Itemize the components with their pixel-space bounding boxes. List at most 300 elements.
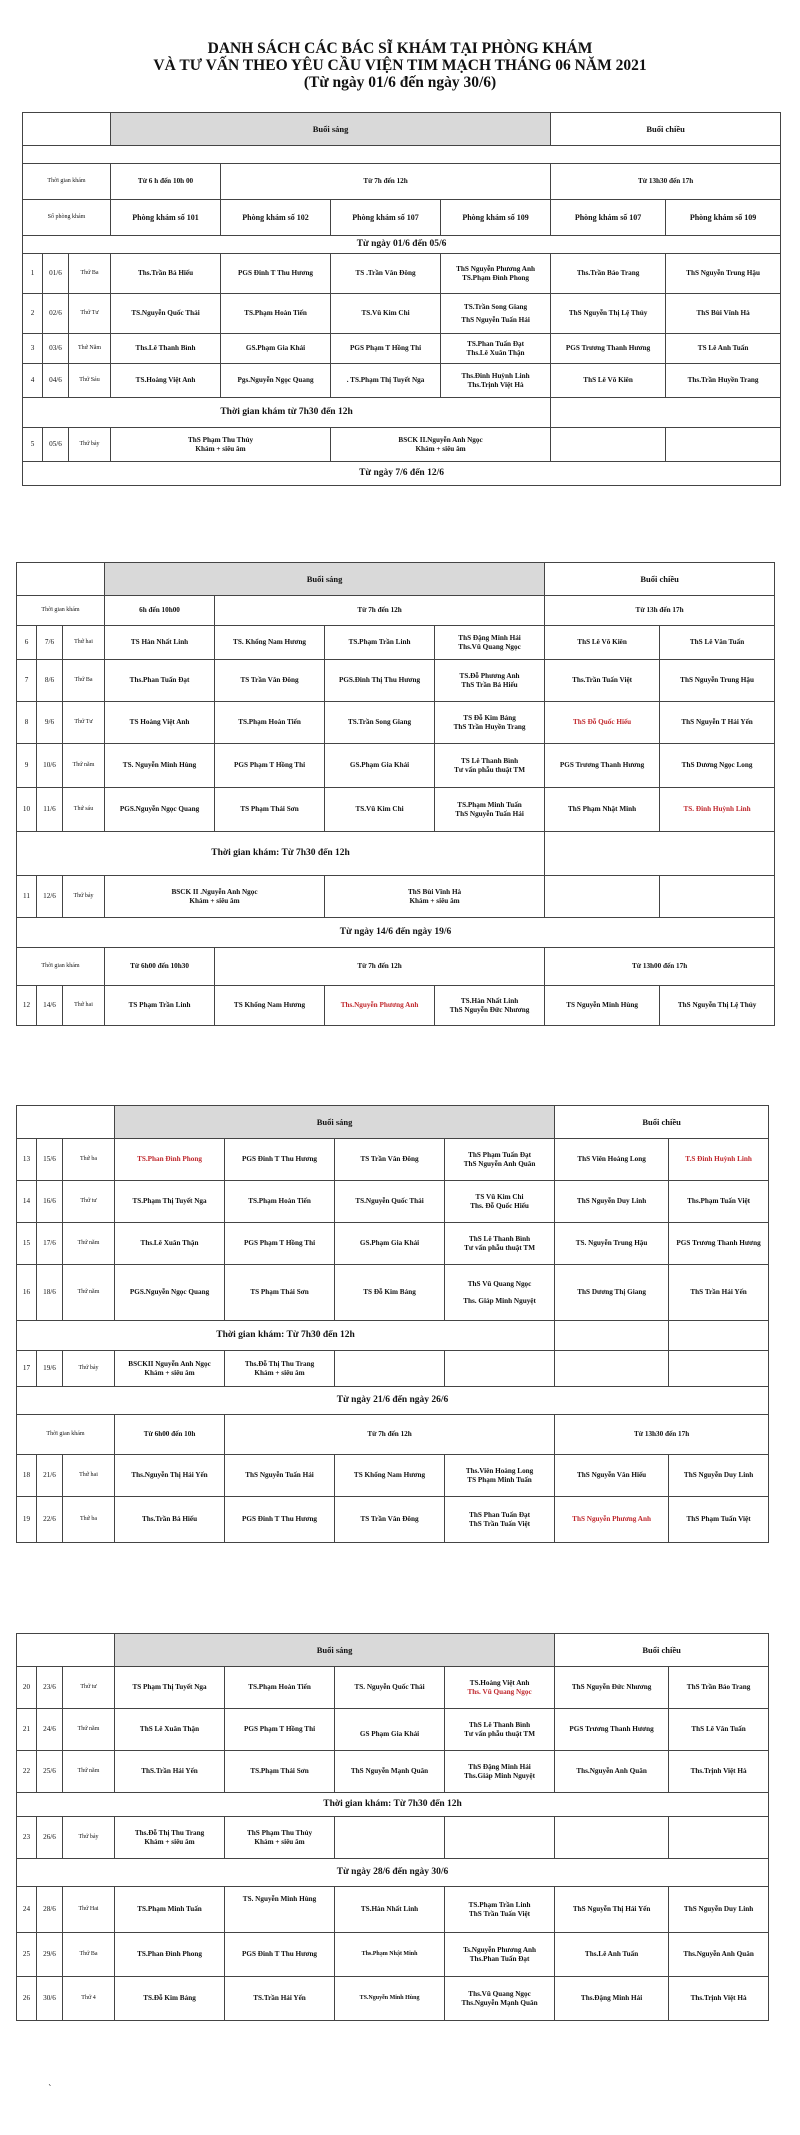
doctor: ThS Trần Bảo Trang — [669, 1667, 769, 1709]
doctor: TS Hoàng Việt Anh — [105, 702, 215, 744]
time-row — [23, 164, 781, 200]
doctor: TS Nguyễn Minh Hùng — [545, 986, 660, 1026]
doctor: TS.Vũ Kim Chi — [325, 788, 435, 832]
doctor-pair — [441, 364, 551, 398]
doctor: PGS Trương Thanh Hương — [551, 334, 666, 364]
doctor: TS.Nguyễn Quốc Thái — [111, 294, 221, 334]
schedule-table-1 — [22, 112, 781, 486]
row-num: 26 — [17, 1977, 37, 2021]
row-date: 11/6 — [37, 788, 63, 832]
row-day: Thứ năm — [63, 1265, 115, 1321]
doctor: ThS Nguyễn Thị Lệ Thủy — [551, 294, 666, 334]
doctor: TS.Hoàng Việt Anh — [111, 364, 221, 398]
doctor: PGS Phạm T Hồng Thi — [225, 1223, 335, 1265]
doctor: ThS.Trần Hải Yến — [115, 1751, 225, 1793]
blank-cell — [666, 428, 781, 462]
row-day: Thứ bảy — [63, 1351, 115, 1387]
row-date: 22/6 — [37, 1497, 63, 1543]
doctor: ThS Nguyễn Trung Hậu — [666, 254, 781, 294]
doctor: ThS Vũ Quang Ngọc — [467, 1279, 532, 1288]
row-day: Thứ hai — [63, 1455, 115, 1497]
time-afternoon: Từ 13h00 đến 17h — [545, 948, 775, 986]
doctor: PGS.Nguyễn Ngọc Quang — [115, 1265, 225, 1321]
row-day: Thứ Ba — [63, 660, 105, 702]
table-row — [17, 1181, 769, 1223]
table-row — [17, 1139, 769, 1181]
doctor: TS Đỗ Kim Bảng — [463, 713, 516, 722]
blank-cell — [545, 832, 775, 876]
exam-time-label: Thời gian khám — [17, 948, 105, 986]
doctor: Ths.Trịnh Việt Hà — [467, 380, 524, 389]
saturday-doctor — [225, 1351, 335, 1387]
blank-cell — [335, 1817, 445, 1859]
title-line-3: (Từ ngày 01/6 đến ngày 30/6) — [303, 74, 497, 91]
doctor: GS Phạm Gia Khải — [335, 1709, 445, 1751]
row-date: 19/6 — [37, 1351, 63, 1387]
doctor-pair — [435, 626, 545, 660]
doctor: Tư vấn phẫu thuật TM — [464, 1243, 535, 1252]
doctor: ThS Phạm Tuấn Việt — [669, 1497, 769, 1543]
section-range: Từ ngày 21/6 đến ngày 26/6 — [17, 1387, 769, 1415]
table-row — [17, 702, 775, 744]
table-row — [17, 1977, 769, 2021]
doctor: Ths.Phan Tuấn Đạt — [469, 1954, 530, 1963]
doctor: PGS.Đinh Thị Thu Hương — [325, 660, 435, 702]
row-day: Thứ Ba — [69, 254, 111, 294]
row-day: Thứ 4 — [63, 1977, 115, 2021]
section-range: Từ ngày 01/6 đến 05/6 — [23, 236, 781, 254]
doctor-pair — [445, 1887, 555, 1933]
row-num: 2 — [23, 294, 43, 334]
row-num: 12 — [17, 986, 37, 1026]
row-date: 02/6 — [43, 294, 69, 334]
table-row — [17, 876, 775, 918]
row-day: Thứ năm — [63, 1223, 115, 1265]
saturday-doctor — [331, 428, 551, 462]
doctor: ThS Lê Thanh Bình — [468, 1234, 531, 1243]
saturday-time: Thời gian khám: Từ 7h30 đến 12h — [17, 1793, 769, 1817]
doctor: TS.Phạm Hoàn Tiến — [215, 702, 325, 744]
doctor: ThS Đặng Minh Hải — [468, 1762, 531, 1771]
doctor: PGS Phạm T Hồng Thi — [215, 744, 325, 788]
row-date: 12/6 — [37, 876, 63, 918]
row-date: 14/6 — [37, 986, 63, 1026]
page-title — [0, 40, 800, 91]
doctor: Ths.Trịnh Việt Hà — [669, 1977, 769, 2021]
doctor-pair — [445, 1497, 555, 1543]
exam-time-label: Thời gian khám — [17, 1415, 115, 1455]
doctor: TS. Nguyễn Quốc Thái — [335, 1667, 445, 1709]
row-date: 05/6 — [43, 428, 69, 462]
doctor: TS.Phan Đình Phong — [115, 1933, 225, 1977]
doctor: ThS Nguyễn Mạnh Quân — [335, 1751, 445, 1793]
schedule-table-3 — [16, 1105, 769, 1543]
doctor-pair — [445, 1751, 555, 1793]
doctor: ThS Phan Tuấn Đạt — [469, 1510, 531, 1519]
table-row — [17, 1351, 769, 1387]
row-date: 28/6 — [37, 1887, 63, 1933]
doctor: TS Lê Anh Tuấn — [666, 334, 781, 364]
doctor: GS.Phạm Gia Khải — [221, 334, 331, 364]
table-row — [17, 1455, 769, 1497]
row-num: 11 — [17, 876, 37, 918]
doctor-pair — [445, 1667, 555, 1709]
time-row — [17, 948, 775, 986]
doctor-pair — [441, 254, 551, 294]
doctor: TS.Phạm Thị Tuyết Nga — [115, 1181, 225, 1223]
row-day: Thứ Hai — [63, 1887, 115, 1933]
table-row — [23, 428, 781, 462]
doctor: PGS Trương Thanh Hương — [545, 744, 660, 788]
doctor: Ths.Đinh Huỳnh Linh — [461, 371, 530, 380]
doctor: TS Khổng Nam Hương — [335, 1455, 445, 1497]
row-date: 03/6 — [43, 334, 69, 364]
table-row — [17, 986, 775, 1026]
doctor: TS.Hàn Nhất Linh — [335, 1887, 445, 1933]
doctor: TS.Phạm Trần Linh — [325, 626, 435, 660]
row-day: Thứ bảy — [63, 876, 105, 918]
doctor: TS Trần Văn Đông — [335, 1139, 445, 1181]
row-num: 19 — [17, 1497, 37, 1543]
table-row — [17, 744, 775, 788]
table-row — [17, 1887, 769, 1933]
doctor: TS.Trần Song Giang — [325, 702, 435, 744]
row-day: Thứ tư — [63, 1181, 115, 1223]
afternoon-header: Buổi chiều — [545, 563, 775, 596]
doctor: TS Vũ Kim Chi — [475, 1192, 524, 1201]
row-day: Thứ năm — [63, 1709, 115, 1751]
table-row — [23, 294, 781, 334]
room-3: Phòng khám số 107 — [331, 200, 441, 236]
doctor: BSCK II .Nguyễn Anh Ngọc — [171, 887, 258, 896]
row-date: 01/6 — [43, 254, 69, 294]
doctor: TS Trần Văn Đông — [335, 1497, 445, 1543]
row-day: Thứ bảy — [63, 1817, 115, 1859]
table-row — [17, 1709, 769, 1751]
blank-cell — [555, 1321, 669, 1351]
blank-cell — [445, 1351, 555, 1387]
table-row — [17, 1497, 769, 1543]
doctor: Ths.Đặng Minh Hải — [555, 1977, 669, 2021]
title-line-2: VÀ TƯ VẤN THEO YÊU CẦU VIỆN TIM MẠCH THÁNG 06 NĂM 2021 — [153, 57, 647, 74]
row-num: 20 — [17, 1667, 37, 1709]
row-num: 23 — [17, 1817, 37, 1859]
doctor: Ths.Trần Huyền Trang — [666, 364, 781, 398]
saturday-time: Thời gian khám: Từ 7h30 đến 12h — [17, 832, 545, 876]
table-row — [17, 1265, 769, 1321]
blank-cell — [555, 1351, 669, 1387]
doctor: Ths.Nguyễn Anh Quân — [555, 1751, 669, 1793]
doctor: PGS Trương Thanh Hương — [669, 1223, 769, 1265]
row-day: Thứ hai — [63, 626, 105, 660]
blank-cell — [545, 876, 660, 918]
time-morning: Từ 7h đến 12h — [215, 596, 545, 626]
doctor: TS.Phạm Hoàn Tiến — [221, 294, 331, 334]
section-range: Từ ngày 7/6 đến 12/6 — [23, 462, 781, 486]
row-date: 24/6 — [37, 1709, 63, 1751]
doctor: Ths.Trần Tuấn Việt — [545, 660, 660, 702]
doctor: BSCK II.Nguyễn Anh Ngọc — [398, 435, 483, 444]
row-date: 15/6 — [37, 1139, 63, 1181]
row-num: 6 — [17, 626, 37, 660]
doctor-pair — [445, 1933, 555, 1977]
doctor: PGS Đinh T Thu Hương — [225, 1139, 335, 1181]
doctor: ThS Lê Võ Kiên — [551, 364, 666, 398]
doctor: ThS Nguyễn Anh Quân — [463, 1159, 536, 1168]
row-num: 10 — [17, 788, 37, 832]
doctor: TS.Hoàng Việt Anh — [469, 1678, 530, 1687]
doctor: PGS Đinh T Thu Hương — [225, 1933, 335, 1977]
table-row — [23, 334, 781, 364]
room-6: Phòng khám số 109 — [666, 200, 781, 236]
doctor: TS Phạm Thái Sơn — [225, 1265, 335, 1321]
saturday-doctor — [115, 1351, 225, 1387]
time-afternoon: Từ 13h30 đến 17h — [551, 164, 781, 200]
doctor: Ths.Vũ Quang Ngọc — [458, 642, 521, 651]
doctor: ThS Nguyễn Trung Hậu — [660, 660, 775, 702]
row-date: 30/6 — [37, 1977, 63, 2021]
doctor: PGS Trương Thanh Hương — [555, 1709, 669, 1751]
doctor: PGS Đinh T Thu Hương — [225, 1497, 335, 1543]
time-early: Từ 6h00 đến 10h — [115, 1415, 225, 1455]
row-date: 9/6 — [37, 702, 63, 744]
morning-header: Buổi sáng — [115, 1634, 555, 1667]
doctor: TS.Phạm Đình Phong — [462, 273, 529, 282]
doctor: ThS Lê Văn Tuấn — [669, 1709, 769, 1751]
row-num: 13 — [17, 1139, 37, 1181]
doctor: ThS Nguyễn Phương Anh — [456, 264, 535, 273]
doctor: ThS Phạm Thu Thủy — [247, 1828, 313, 1837]
time-morning: Từ 7h đến 12h — [225, 1415, 555, 1455]
doctor: TS.Phạm Thái Sơn — [225, 1751, 335, 1793]
doctor-pair — [435, 660, 545, 702]
row-num: 5 — [23, 428, 43, 462]
blank-cell — [669, 1321, 769, 1351]
doctor-pair — [441, 334, 551, 364]
saturday-doctor — [225, 1817, 335, 1859]
doctor: T.S Đinh Huỳnh Linh — [669, 1139, 769, 1181]
row-day: Thứ năm — [63, 744, 105, 788]
exam-note: Khám + siêu âm — [144, 1837, 195, 1846]
doctor: TS Phạm Thị Tuyết Nga — [115, 1667, 225, 1709]
doctor: TS.Trần Hải Yến — [225, 1977, 335, 2021]
doctor: PGS Phạm T Hồng Thi — [225, 1709, 335, 1751]
doctor: PGS Phạm T Hồng Thi — [331, 334, 441, 364]
row-date: 25/6 — [37, 1751, 63, 1793]
exam-note: Khám + siêu âm — [254, 1368, 305, 1377]
doctor: Ths.Đỗ Thị Thu Trang — [134, 1828, 205, 1837]
doctor: Pgs.Nguyễn Ngọc Quang — [221, 364, 331, 398]
row-date: 26/6 — [37, 1817, 63, 1859]
time-row — [17, 1415, 769, 1455]
doctor-pair — [435, 986, 545, 1026]
doctor: Tư vấn phẫu thuật TM — [454, 765, 525, 774]
room-2: Phòng khám số 102 — [221, 200, 331, 236]
doctor: ThS Phạm Tuấn Đạt — [468, 1150, 532, 1159]
saturday-time: Thời gian khám từ 7h30 đến 12h — [23, 398, 551, 428]
doctor-pair — [445, 1265, 555, 1321]
row-date: 04/6 — [43, 364, 69, 398]
doctor: ThS Lê Xuân Thận — [115, 1709, 225, 1751]
row-date: 29/6 — [37, 1933, 63, 1977]
doctor: Ths. Đỗ Quốc Hiếu — [470, 1201, 529, 1210]
doctor: TS.Phạm Minh Tuấn — [115, 1887, 225, 1933]
doctor: TS.Đỗ Phương Anh — [459, 671, 520, 680]
doctor: TS Phạm Thái Sơn — [215, 788, 325, 832]
row-date: 8/6 — [37, 660, 63, 702]
doctor: ThS Nguyễn Tuấn Hải — [455, 809, 524, 818]
row-date: 18/6 — [37, 1265, 63, 1321]
doctor: GS.Phạm Gia Khải — [325, 744, 435, 788]
doctor: ThS Trần Tuấn Việt — [469, 1519, 531, 1528]
doctor: ThS Nguyễn Tuấn Hải — [461, 315, 530, 324]
row-num: 7 — [17, 660, 37, 702]
doctor: Ths.Phan Tuấn Đạt — [105, 660, 215, 702]
doctor-pair — [445, 1139, 555, 1181]
saturday-doctor — [111, 428, 331, 462]
doctor: ThS Trần Hải Yến — [669, 1265, 769, 1321]
blank-cell — [17, 1634, 115, 1667]
doctor: TS.Đỗ Kim Bảng — [115, 1977, 225, 2021]
row-day: Thứ sáu — [63, 788, 105, 832]
doctor: ThS Nguyễn Duy Linh — [669, 1455, 769, 1497]
table-row — [17, 1933, 769, 1977]
doctor: Ths.Phạm Nhật Minh — [335, 1933, 445, 1977]
doctor: Ths.Trần Bá Hiếu — [115, 1497, 225, 1543]
table-row — [17, 1223, 769, 1265]
time-afternoon: Từ 13h đến 17h — [545, 596, 775, 626]
doctor: TS.Phan Đình Phong — [115, 1139, 225, 1181]
doctor: TS Trần Văn Đông — [215, 660, 325, 702]
blank-cell — [551, 428, 666, 462]
doctor: ThS Nguyễn Duy Linh — [669, 1887, 769, 1933]
afternoon-header: Buổi chiều — [551, 113, 781, 146]
row-num: 14 — [17, 1181, 37, 1223]
exam-note: Khám + siêu âm — [415, 444, 466, 453]
row-date: 10/6 — [37, 744, 63, 788]
row-day: Thứ bảy — [69, 428, 111, 462]
blank-cell — [445, 1817, 555, 1859]
blank-cell — [660, 876, 775, 918]
morning-header: Buổi sáng — [105, 563, 545, 596]
doctor: Ths. Vũ Quang Ngọc — [467, 1687, 532, 1696]
row-num: 1 — [23, 254, 43, 294]
doctor: ThS Nguyễn Duy Linh — [555, 1181, 669, 1223]
doctor: TS .Trần Văn Đông — [331, 254, 441, 294]
afternoon-header: Buổi chiều — [555, 1634, 769, 1667]
row-day: Thứ Tư — [63, 702, 105, 744]
doctor: TS. Nguyễn Minh Hùng — [105, 744, 215, 788]
room-4: Phòng khám số 109 — [441, 200, 551, 236]
doctor: Ths.Giáp Minh Nguyệt — [464, 1771, 535, 1780]
doctor: ThS Nguyễn Đức Nhương — [555, 1667, 669, 1709]
doctor: Ths.Trịnh Việt Hà — [669, 1751, 769, 1793]
row-num: 17 — [17, 1351, 37, 1387]
doctor: TS.Hàn Nhất Linh — [460, 996, 519, 1005]
time-row — [17, 596, 775, 626]
time-early: 6h đến 10h00 — [105, 596, 215, 626]
doctor: ThS Nguyễn Đức Nhương — [449, 1005, 530, 1014]
table-row — [23, 364, 781, 398]
table-row — [17, 1667, 769, 1709]
doctor: TS Phạm Minh Tuấn — [467, 1475, 532, 1484]
blank-cell — [335, 1351, 445, 1387]
room-no-label: Số phòng khám — [23, 200, 111, 236]
doctor-pair — [441, 294, 551, 334]
doctor: Ths.Nguyễn Anh Quân — [669, 1933, 769, 1977]
row-day: Thứ hai — [63, 986, 105, 1026]
doctor: TS Lê Thanh Bình — [460, 756, 519, 765]
doctor: ThS Trần Huyền Trang — [453, 722, 526, 731]
doctor: Ts.Nguyễn Phương Anh — [463, 1945, 537, 1954]
doctor: ThS Đỗ Quốc Hiếu — [545, 702, 660, 744]
row-num: 16 — [17, 1265, 37, 1321]
doctor: ThS Nguyễn Tuấn Hải — [225, 1455, 335, 1497]
morning-header: Buổi sáng — [111, 113, 551, 146]
row-date: 21/6 — [37, 1455, 63, 1497]
doctor: Tư vấn phẫu thuật TM — [464, 1729, 535, 1738]
doctor: PGS Đinh T Thu Hương — [221, 254, 331, 294]
row-num: 15 — [17, 1223, 37, 1265]
doctor: TS.Nguyễn Minh Hùng — [335, 1977, 445, 2021]
blank-cell — [551, 398, 781, 428]
time-afternoon: Từ 13h30 đến 17h — [555, 1415, 769, 1455]
doctor: ThS Bùi Vĩnh Hà — [666, 294, 781, 334]
doctor: . TS.Phạm Thị Tuyết Nga — [331, 364, 441, 398]
doctor: TS.Phạm Trần Linh — [468, 1900, 531, 1909]
doctor: TS.Phạm Hoàn Tiến — [225, 1667, 335, 1709]
doctor: TS. Nguyễn Minh Hùng — [225, 1887, 335, 1933]
doctor: Ths.Lê Xuân Thận — [115, 1223, 225, 1265]
row-num: 18 — [17, 1455, 37, 1497]
table-row — [17, 660, 775, 702]
row-day: Thứ tư — [63, 1667, 115, 1709]
row-day: Thứ Năm — [69, 334, 111, 364]
doctor: GS.Phạm Gia Khải — [335, 1223, 445, 1265]
doctor: ThS Đặng Minh Hải — [458, 633, 521, 642]
row-day: Thứ Sáu — [69, 364, 111, 398]
exam-note: Khám + siêu âm — [189, 896, 240, 905]
saturday-doctor — [325, 876, 545, 918]
blank-cell — [17, 1106, 115, 1139]
title-line-1: DANH SÁCH CÁC BÁC SĨ KHÁM TẠI PHÒNG KHÁM — [207, 40, 593, 57]
doctor: Ths.Lê Xuân Thận — [466, 348, 525, 357]
row-date: 23/6 — [37, 1667, 63, 1709]
row-num: 8 — [17, 702, 37, 744]
doctor: ThS Nguyễn Văn Hiếu — [555, 1455, 669, 1497]
spacer-row — [23, 146, 781, 164]
table-row — [17, 1751, 769, 1793]
table-row — [17, 626, 775, 660]
blank-cell — [669, 1351, 769, 1387]
row-num: 4 — [23, 364, 43, 398]
doctor: ThS Phạm Thu Thủy — [188, 435, 254, 444]
time-morning: Từ 7h đến 12h — [215, 948, 545, 986]
doctor: Ths.Viên Hoàng Long — [465, 1466, 534, 1475]
afternoon-header: Buổi chiều — [555, 1106, 769, 1139]
doctor-pair — [445, 1977, 555, 2021]
doctor-pair — [445, 1181, 555, 1223]
doctor-pair — [445, 1709, 555, 1751]
saturday-doctor — [115, 1817, 225, 1859]
doctor: TS. Nguyễn Trung Hậu — [555, 1223, 669, 1265]
doctor: TS Đỗ Kim Bảng — [335, 1265, 445, 1321]
doctor: Ths.Nguyễn Mạnh Quân — [461, 1998, 538, 2007]
exam-note: Khám + siêu âm — [409, 896, 460, 905]
row-num: 3 — [23, 334, 43, 364]
blank-cell — [17, 563, 105, 596]
doctor: ThS Nguyễn Phương Anh — [555, 1497, 669, 1543]
